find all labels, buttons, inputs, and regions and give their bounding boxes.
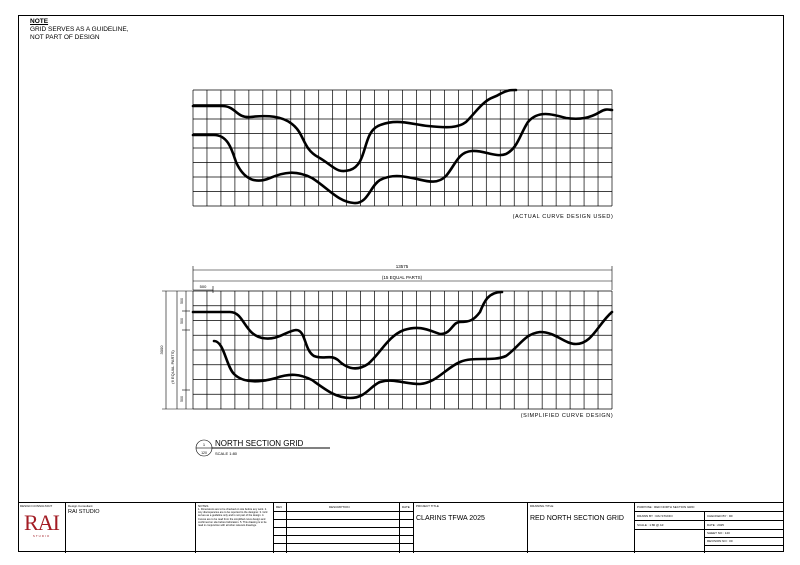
- side-dim-3: 500: [180, 396, 184, 402]
- lower-caption: (SIMPLIFIED CURVE DESIGN): [520, 413, 614, 419]
- lower-dimensions: [162, 266, 612, 409]
- note-heading: NOTE: [30, 18, 49, 25]
- date-field: DATE : 2025: [707, 523, 724, 527]
- consultant-logo-cell: [18, 503, 66, 553]
- project-title: CLARINS TFWA 2025: [416, 515, 485, 522]
- notes-label: NOTES: [198, 504, 209, 508]
- drawing-title-cell: [528, 503, 635, 553]
- drawing-label: [196, 439, 330, 456]
- drawing-title: NORTH SECTION GRID: [215, 439, 304, 448]
- title-block: [18, 502, 784, 552]
- upper-caption: (ACTUAL CURVE DESIGN USED): [512, 214, 614, 220]
- lower-grid: [193, 291, 612, 409]
- drawing-sheet-ref: 120: [201, 451, 207, 455]
- date-label: DATE: [402, 505, 410, 509]
- project-title-cell: [414, 503, 528, 553]
- design-consultant-label: Design Consultant: [68, 504, 93, 508]
- notes-text: 1. Dimensions are to be checked on site before any work. 2. Any discrepancies are to be reported to the designer. 3. Grid serves as a guideline only and is not part of the design. 4. Curves are to be read from the simplified curve design and confirmed on site before fabrication. 5. This drawing is to be read in conjunction with all other relevant drawings.: [198, 508, 268, 528]
- drawing-number: 1: [202, 442, 206, 447]
- drawing-title-value: RED NORTH SECTION GRID: [530, 515, 624, 522]
- height-parts-label: (6 EQUAL PARTS): [170, 350, 175, 384]
- height-dimension: 3000: [159, 345, 164, 355]
- checked-by-field: CHECKED BY : DF: [707, 514, 733, 518]
- drawing-info-grid: [635, 503, 784, 553]
- description-label: DESCRIPTION: [329, 505, 350, 509]
- drawn-by-field: DRAWN BY : RAI STUDIO: [637, 514, 673, 518]
- logo-subtext: STUDIO: [32, 534, 51, 538]
- lower-curve-top: [193, 292, 502, 368]
- revision-no-field: REVISION NO : 00: [707, 539, 733, 543]
- side-dim-2: 500: [180, 318, 184, 324]
- notes-cell: [196, 503, 274, 553]
- design-consultant-name: RAI STUDIO: [68, 509, 100, 515]
- sheet-no-field: SHEET NO : 120: [707, 531, 730, 535]
- upper-grid: [193, 90, 612, 206]
- design-consultant-cell: [66, 503, 196, 553]
- scale-field: SCALE : 1:80 @ A3: [637, 523, 664, 527]
- drawing-title-label: DRAWING TITLE: [530, 504, 554, 508]
- revision-table: [274, 503, 414, 553]
- note-line-2: NOT PART OF DESIGN: [30, 34, 100, 41]
- project-label: PROJECT TITLE: [416, 504, 439, 508]
- note-line-1: GRID SERVES AS A GUIDELINE,: [30, 26, 129, 33]
- upper-curve-top: [193, 90, 516, 171]
- rai-logo: RAI: [24, 510, 59, 535]
- divisions-label: (15 EQUAL PARTS): [381, 275, 423, 280]
- lower-curve-bottom: [214, 312, 612, 398]
- side-dim-1: 500: [180, 298, 184, 304]
- overall-dimension: 13575: [395, 264, 409, 269]
- module-dimension: 500: [199, 284, 207, 289]
- purpose-field: PURPOSE : RED NORTH SECTION GRID: [637, 505, 695, 509]
- consultant-label: DESIGN CONSULTANT: [20, 504, 53, 508]
- drawing-scale: SCALE 1:80: [215, 451, 238, 456]
- rev-label: REV: [276, 505, 283, 509]
